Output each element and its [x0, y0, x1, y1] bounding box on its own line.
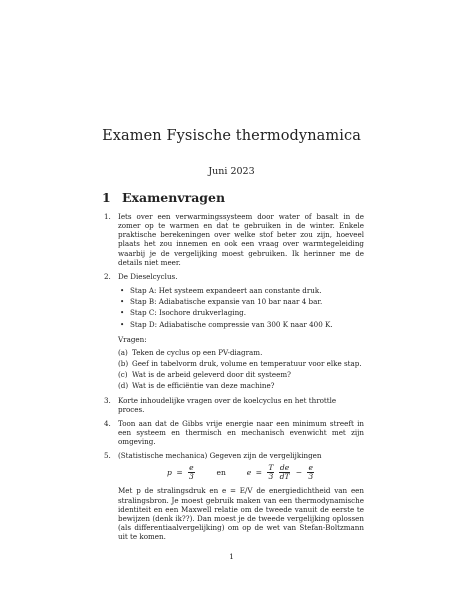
list-item: [118, 348, 364, 357]
fraction-numerator: de: [279, 463, 290, 473]
question-2: [102, 272, 364, 391]
question-text: Toon aan dat de Gibbs vrije energie naar een minimum streeft in een systeem en thermisch en mechanisch evenwicht met zijn omgeving.: [118, 418, 364, 447]
formula-p: p: [167, 468, 172, 478]
question-number: 1.: [104, 212, 111, 221]
list-item: • Stap C: Isochore drukverlaging.: [118, 308, 364, 317]
document-date: Juni 2023: [208, 166, 255, 177]
formula-connector: en: [216, 468, 226, 478]
section-number: 1: [102, 190, 111, 205]
subquestion-text: Teken de cyclus op een PV-diagram.: [132, 347, 263, 357]
question-text: (Statistische mechanica) Gegeven zijn de vergelijkingen: [118, 451, 322, 461]
question-number: 2.: [104, 271, 111, 281]
question-number: 5.: [104, 451, 111, 461]
fraction-numerator: e: [189, 463, 194, 473]
fraction-e-over-3-second: [307, 464, 314, 481]
list-item: [118, 381, 364, 390]
section-title: Examenvragen: [122, 190, 226, 205]
question-5: [102, 451, 364, 541]
question-3: [102, 396, 364, 414]
fraction-denominator: 3: [268, 472, 274, 482]
section-heading: [102, 190, 225, 205]
document-title: Examen Fysische thermodynamica: [102, 128, 361, 144]
page-number: 1: [229, 552, 234, 561]
list-item: • Stap A: Het systeem expandeert aan constante druk.: [118, 286, 364, 295]
formula-e: e: [246, 468, 252, 478]
fraction-denominator: 3: [188, 472, 194, 482]
vragen-label: Vragen:: [118, 334, 147, 344]
subquestion-text: Geef in tabelvorm druk, volume en temperatuur voor elke stap.: [132, 359, 362, 369]
list-item: [118, 370, 364, 379]
questions-list: [102, 212, 364, 546]
formula-equals: =: [176, 468, 183, 478]
question-text: De Dieselcyclus.: [118, 271, 178, 281]
fraction-denominator: dT: [279, 472, 290, 482]
list-item: • Stap B: Adiabatische expansie van 10 bar naar 4 bar.: [118, 297, 364, 306]
fraction-de-over-dT: [279, 464, 290, 481]
question-4: [102, 419, 364, 446]
list-item: • Stap D: Adiabatische compressie van 300 K naar 400 K.: [118, 320, 364, 329]
formula-minus: −: [295, 468, 303, 478]
fraction-numerator: e: [308, 463, 313, 473]
question-followup-text: Met p de stralingsdruk en e = E/V de energiedichtheid van een stralingsbron. Je moest gebruik maken van een thermodynamische identiteit en een Maxwell relatie om de tweede vanuit de eerste te bewijzen (denk ik??). Dan moest je de tweede vergelijking oplossen (als differentiaalvergelijking) om op de wet van Stefan-Boltzmann uit te komen.: [118, 486, 364, 542]
question-number: 3.: [104, 395, 111, 405]
subquestion-text: Wat is de arbeid geleverd door dit systeem?: [132, 370, 291, 380]
fraction-e-over-3: [188, 464, 195, 481]
subquestions-list: [118, 348, 364, 391]
list-item: [118, 359, 364, 368]
equations: [118, 464, 364, 481]
fraction-denominator: 3: [308, 472, 314, 482]
question-text: Iets over een verwarmingssysteem door water of basalt in de zomer op te warmen en dat te gebruiken in de winter. Enkele praktische berekeningen over welke stof beter zou zijn, hoeveel plaats het zou innemen en ook een vraag over warmtegeleiding waarbij je de vergelijking moest gebruiken. Ik herinner me de details niet meer.: [118, 212, 364, 267]
subquestion-text: Wat is de efficiëntie van deze machine?: [132, 381, 275, 391]
subquestion-label: (c): [118, 370, 128, 380]
subquestion-label: (b): [118, 359, 129, 369]
fraction-numerator: T: [268, 463, 274, 473]
question-text: Korte inhoudelijke vragen over de koelcyclus en het throttle proces.: [118, 395, 337, 414]
cycle-steps-list: [118, 286, 364, 329]
formula-equals: =: [255, 468, 262, 478]
question-1: [102, 212, 364, 267]
fraction-T-over-3: [267, 464, 274, 481]
subquestion-label: (d): [118, 381, 129, 391]
question-number: 4.: [104, 418, 111, 428]
subquestion-label: (a): [118, 347, 128, 357]
